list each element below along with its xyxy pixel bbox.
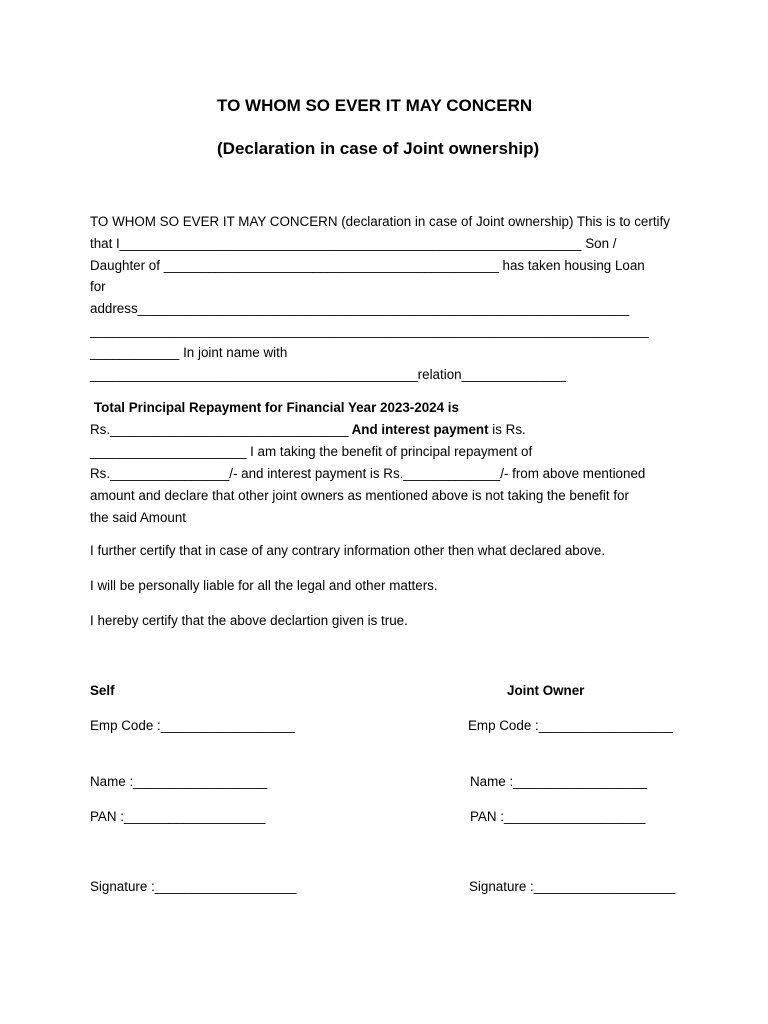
body-line-12: Rs.________________/- and interest payment is Rs._____________/- from above mentioned <box>90 466 646 481</box>
self-pan-field: PAN :___________________ <box>90 809 266 824</box>
body-line-5: address__________________________________________________________________ <box>90 301 630 316</box>
rs-line <box>90 421 526 439</box>
joint-signature-field: Signature :___________________ <box>469 879 676 894</box>
total-repayment-heading: Total Principal Repayment for Financial Year 2023-2024 is <box>94 400 459 415</box>
declaration-paragraph: I hereby certify that the above declartion given is true. <box>90 613 408 628</box>
self-emp-code-field: Emp Code :__________________ <box>90 718 295 733</box>
self-name-field: Name :__________________ <box>90 774 268 789</box>
self-signature-field: Signature :___________________ <box>90 879 297 894</box>
body-line-2: that I______________________________________________________________ Son / <box>90 236 617 251</box>
joint-owner-heading: Joint Owner <box>507 683 585 698</box>
interest-payment-label: And interest payment <box>348 422 489 437</box>
joint-name-field: Name :__________________ <box>470 774 648 789</box>
body-line-8: ____________________________________________relation______________ <box>90 367 566 382</box>
self-heading: Self <box>90 683 115 698</box>
body-line-14: the said Amount <box>90 510 187 525</box>
page-title: TO WHOM SO EVER IT MAY CONCERN <box>217 96 533 115</box>
body-line-3: Daughter of _____________________________________________ has taken housing Loan <box>90 258 645 273</box>
joint-emp-code-field: Emp Code :__________________ <box>468 718 673 733</box>
body-line-11: _____________________ I am taking the benefit of principal repayment of <box>90 444 533 459</box>
page-subtitle: (Declaration in case of Joint ownership) <box>217 139 540 158</box>
liability-paragraph: I will be personally liable for all the legal and other matters. <box>90 578 438 593</box>
certify-paragraph: I further certify that in case of any contrary information other then what declared above. <box>90 543 606 558</box>
body-line-4: for <box>90 279 106 294</box>
interest-rs-label: is Rs. <box>488 422 526 437</box>
joint-pan-field: PAN :___________________ <box>470 809 646 824</box>
body-line-1: TO WHOM SO EVER IT MAY CONCERN (declaration in case of Joint ownership) This is to certify <box>90 214 670 229</box>
rs-amount-blank: Rs.________________________________ <box>90 422 349 437</box>
body-line-6: ___________________________________________________________________________ <box>90 323 649 338</box>
body-line-13: amount and declare that other joint owners as mentioned above is not taking the benefit for <box>90 488 629 503</box>
body-line-7: ____________ In joint name with <box>90 345 288 360</box>
